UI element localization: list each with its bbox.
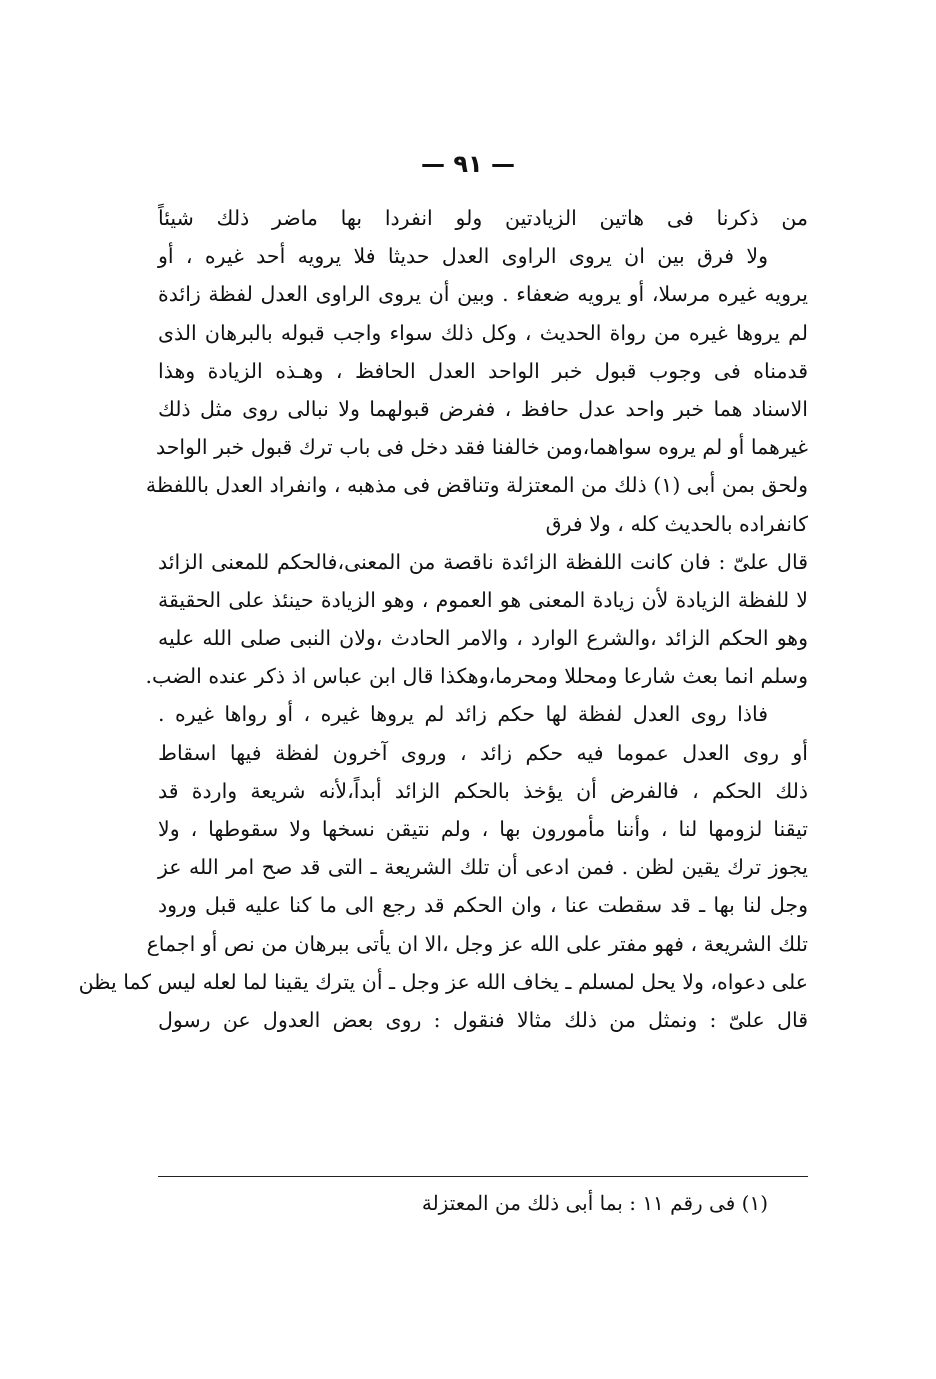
text-line: وجل لنا بها ـ قد سقطت عنا ، وان الحكم قد رجع الى ما كنا عليه قبل ورود [158,893,808,918]
text-line: وهو الحكم الزائد ،والشرع الوارد ، والامر الحادث ،ولان النبى صلى الله عليه [158,626,808,651]
text-line: على دعواه، ولا يحل لمسلم ـ يخاف الله عز وجل ـ أن يترك يقينا لما لعله ليس كما يظن [78,969,808,994]
footnote-divider [158,1176,808,1177]
text-line: يجوز ترك يقين لظن . فمن ادعى أن تلك الشريعة ـ التى قد صح امر الله عز [158,855,808,880]
text-line: قال علىّ : فان كانت اللفظة الزائدة ناقصة من المعنى،فالحكم للمعنى الزائد [158,549,808,574]
main-text [78,199,808,1039]
text-line: وسلم انما بعث شارعا ومحللا ومحرما،وهكذا قال ابن عباس اذ ذكر عنده الضب. [145,664,808,689]
text-line: لا للفظة الزيادة لأن زيادة المعنى هو العموم ، وهو الزيادة حينئذ على الحقيقة [158,587,808,612]
text-line: تلك الشريعة ، فهو مفتر على الله عز وجل ،الا ان يأتى ببرهان من نص أو اجماع [146,931,808,956]
text-line: ولا فرق بين ان يروى الراوى العدل حديثا فلا يرويه أحد غيره ، أو [158,244,768,269]
text-line: قال علىّ : ونمثل من ذلك مثالا فنقول : روى بعض العدول عن رسول [158,1007,808,1032]
text-line: من ذكرنا فى هاتين الزيادتين ولو انفردا بها ماضر ذلك شيئاً [158,206,808,230]
text-line: الاسناد هما خبر واحد عدل حافظ ، ففرض قبولهما ولا نبالى روى مثل ذلك [158,396,808,421]
text-line: لم يروها غيره من رواة الحديث ، وكل ذلك سواء واجب قبوله بالبرهان الذى [158,320,808,345]
text-line: ولحق بمن أبى (١) ذلك من المعتزلة وتناقض فى مذهبه ، وانفراد العدل باللفظة [145,473,808,498]
footnote: (١) فى رقم ١١ : بما أبى ذلك من المعتزلة [421,1191,768,1215]
text-line: يرويه غيره مرسلا، أو يرويه ضعفاء . وبين أن يروى الراوى العدل لفظة زائدة [158,282,808,307]
text-line: ذلك الحكم ، فالفرض أن يؤخذ بالحكم الزائد أبداً،لأنه شريعة واردة قد [158,778,808,803]
text-line: أو روى العدل عموما فيه حكم زائد ، وروى آخرون لفظة فيها اسقاط [158,740,808,765]
text-line: قدمناه فى وجوب قبول خبر الواحد العدل الحافظ ، وهـذه الزيادة وهذا [158,358,808,383]
page-number: — ٩١ — [420,150,515,178]
text-line: كانفراده بالحديث كله ، ولا فرق [545,511,808,536]
text-line: فاذا روى العدل لفظة لها حكم زائد لم يروها غيره ، أو رواها غيره . [158,702,768,727]
text-line: غيرهما أو لم يروه سواهما،ومن خالفنا فقد دخل فى باب ترك قبول خبر الواحد [155,435,808,460]
text-line: تيقنا لزومها لنا ، وأننا مأمورون بها ، ولم نتيقن نسخها ولا سقوطها ، ولا [158,817,808,841]
